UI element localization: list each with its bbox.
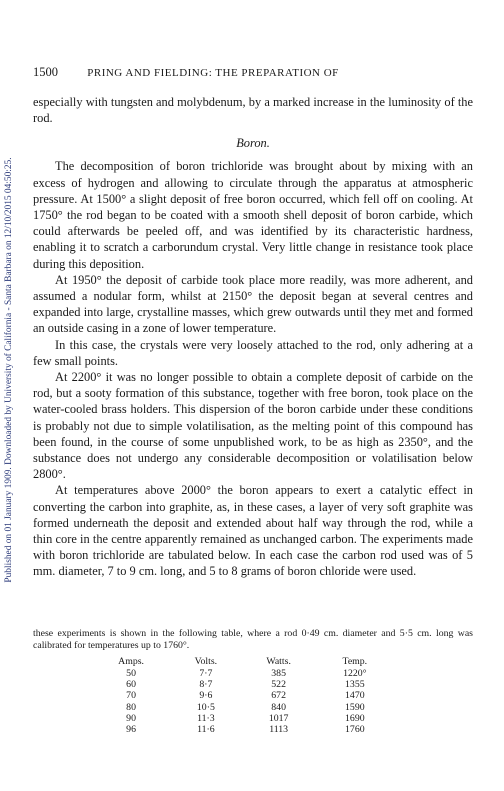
column-header: Temp.	[342, 656, 368, 667]
table-cell: 80	[126, 701, 136, 713]
table-cell: 1690	[345, 712, 365, 724]
running-header	[33, 65, 473, 80]
table-row	[91, 713, 393, 724]
table-cell: 672	[271, 690, 286, 702]
page-number: 1500	[33, 65, 58, 79]
table-cell: 9·6	[199, 690, 213, 702]
paragraph: At temperatures above 2000° the boron appears to exert a catalytic effect in converting the carbon into graphite, as, in these cases, a layer of very soft graphite was formed underneath the deposit and extended about half way through the rod, while a thin core in the centre apparently remained as unchanged carbon. The experiments made with boron trichloride are tabulated below. In each case the carbon rod used was of 5 mm. diameter, 7 to 9 cm. long, and 5 to 8 grams of boron chloride were used.	[33, 483, 473, 579]
table-cell: 385	[271, 668, 286, 679]
table-cell: 1220°	[343, 668, 367, 679]
table-cell: 1590	[345, 701, 365, 713]
paragraph: The decomposition of boron trichloride was brought about by mixing with an excess of hydrogen and allowing to circulate through the apparatus at atmospheric pressure. At 1500° a slight deposit of free boron occurred, which fell off on cooling. At 1750° the rod began to be coated with a smooth shell deposit of boron carbide, which could afterwards be peeled off, and was identified by its characteristic hardness, enabling it to scratch a carborundum crystal. Very little change in resistance took place during this deposition.	[33, 159, 473, 271]
download-watermark-sidebar	[3, 30, 15, 710]
table-cell: 1470	[345, 690, 365, 702]
paragraph: At 1950° the deposit of carbide took place more readily, was more adherent, and assumed a nodular form, whilst at 2150° the deposit began at several centres and expanded into large, crystalline masses, which grew outwards until they met and formed an outside casing in a zone of lower temperature.	[33, 272, 473, 336]
table-cell: 840	[271, 701, 286, 713]
section-heading: Boron.	[236, 136, 270, 151]
paragraph-continuation: especially with tungsten and molybdenum, by a marked increase in the luminosity of the rod.	[33, 95, 473, 126]
table-cell: 11·3	[197, 712, 215, 724]
calibration-table	[91, 656, 393, 735]
paragraph: At 2200° it was no longer possible to obtain a complete deposit of carbide on the rod, but a sooty formation of this substance, together with free boron, took place on the water-cooled brass holders. This dispersion of the boron carbide under these conditions is probably not due to simple volatilisation, as the melting point of this compound has been found, in the course of some unpublished work, to be as high as 2350°, and the substance does not undergo any considerable decomposition or volatilisation below 2800°.	[33, 370, 473, 482]
table-cell: 522	[271, 679, 286, 691]
table-cell: 1113	[269, 724, 289, 736]
table-header-row	[91, 656, 393, 668]
paragraph: In this case, the crystals were very loosely attached to the rod, only adhering at a few small points.	[33, 337, 473, 368]
table-cell: 1017	[268, 712, 289, 724]
table-cell: 60	[126, 679, 136, 691]
column-header: Volts.	[194, 656, 218, 667]
table-cell: 1355	[345, 679, 365, 691]
table-cell: 8·7	[199, 679, 213, 691]
small-note-text: these experiments is shown in the following table, where a rod 0·49 cm. diameter and 5·5 cm. long was calibrated for temperatures up to 1760°.	[33, 628, 473, 651]
table-row	[91, 679, 393, 690]
table-cell: 50	[126, 668, 136, 679]
table-row	[91, 690, 393, 701]
table-cell: 10·5	[196, 701, 215, 713]
table-cell: 90	[126, 712, 136, 724]
small-print-note	[33, 628, 473, 652]
column-header: Amps.	[118, 656, 144, 667]
table-row	[91, 702, 393, 713]
table-cell: 96	[126, 724, 136, 736]
table-cell: 70	[126, 690, 136, 702]
column-header: Watts.	[266, 656, 291, 667]
body-text	[33, 94, 473, 580]
running-title: PRING AND FIELDING: THE PREPARATION OF	[87, 67, 339, 79]
table-cell: 11·6	[197, 724, 215, 736]
table-row	[91, 668, 393, 679]
download-watermark-text: Published on 01 January 1909. Downloaded by University of California - Santa Barbara on 12/10/2015 04:50:25.	[4, 157, 14, 583]
table-row	[91, 724, 393, 735]
table-cell: 1760	[345, 724, 365, 736]
table-cell: 7·7	[199, 668, 213, 679]
